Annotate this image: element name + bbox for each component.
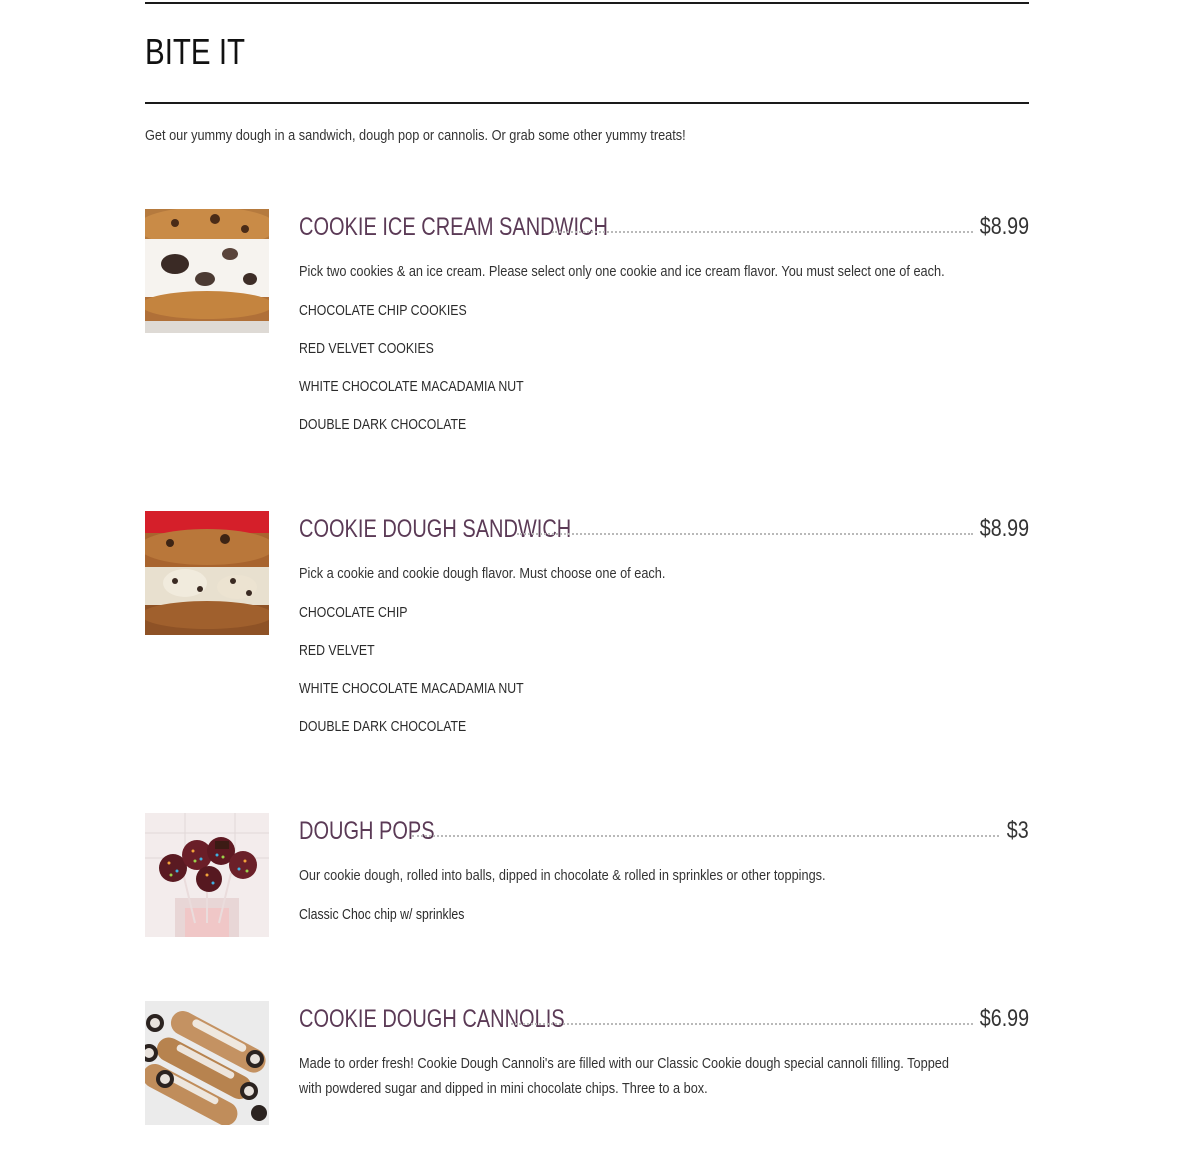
option-item[interactable]: RED VELVET COOKIES	[299, 340, 434, 357]
cookie-dough-sandwich-image	[145, 511, 269, 635]
item-price: $8.99	[979, 515, 1029, 542]
section-title: BITE IT	[145, 31, 246, 72]
option-item[interactable]: RED VELVET	[299, 642, 375, 659]
item-price: $8.99	[979, 213, 1029, 240]
cookie-dough-cannolis-photo[interactable]	[145, 1001, 269, 1125]
item-description: Pick two cookies & an ice cream. Please select only one cookie and ice cream flavor. You must select one of each.	[299, 263, 945, 280]
cookie-dough-cannolis-image	[145, 1001, 269, 1125]
item-price: $6.99	[979, 1005, 1029, 1032]
dough-pops-image	[145, 813, 269, 937]
option-item[interactable]: CHOCOLATE CHIP COOKIES	[299, 302, 467, 319]
option-item[interactable]: CHOCOLATE CHIP	[299, 604, 408, 621]
item-header	[299, 511, 1029, 547]
dough-pops-photo[interactable]	[145, 813, 269, 937]
option-item[interactable]: WHITE CHOCOLATE MACADAMIA NUT	[299, 378, 524, 395]
option-item[interactable]: DOUBLE DARK CHOCOLATE	[299, 718, 467, 735]
item-description: Our cookie dough, rolled into balls, dipped in chocolate & rolled in sprinkles or other toppings.	[299, 867, 826, 884]
item-name: COOKIE ICE CREAM SANDWICH	[299, 213, 608, 241]
section-bottom-rule	[145, 102, 1029, 104]
dotted-leader	[511, 1023, 973, 1025]
item-header	[299, 209, 1029, 245]
item-header	[299, 813, 1029, 849]
item-description: Made to order fresh! Cookie Dough Cannoli's are filled with our Classic Cookie dough special cannoli filling. Topped with powdered sugar and dipped in mini chocolate chips. Three to a box.	[299, 1055, 949, 1097]
cookie-ice-cream-sandwich-image	[145, 209, 269, 333]
item-header	[299, 1001, 1029, 1037]
item-name: DOUGH POPS	[299, 817, 435, 845]
item-price: $3	[1007, 817, 1029, 844]
item-name: COOKIE DOUGH SANDWICH	[299, 515, 572, 543]
cookie-dough-sandwich-photo[interactable]	[145, 511, 269, 635]
dotted-leader	[552, 231, 973, 233]
item-description: Pick a cookie and cookie dough flavor. Must choose one of each.	[299, 565, 666, 582]
dotted-leader	[412, 835, 999, 837]
option-item[interactable]: Classic Choc chip w/ sprinkles	[299, 906, 465, 923]
dotted-leader	[517, 533, 973, 535]
option-item[interactable]: WHITE CHOCOLATE MACADAMIA NUT	[299, 680, 524, 697]
section-description: Get our yummy dough in a sandwich, dough pop or cannolis. Or grab some other yummy treats!	[145, 127, 686, 144]
cookie-ice-cream-sandwich-photo[interactable]	[145, 209, 269, 333]
option-item[interactable]: DOUBLE DARK CHOCOLATE	[299, 416, 467, 433]
section-top-rule	[145, 2, 1029, 4]
item-name: COOKIE DOUGH CANNOLIS	[299, 1005, 565, 1033]
